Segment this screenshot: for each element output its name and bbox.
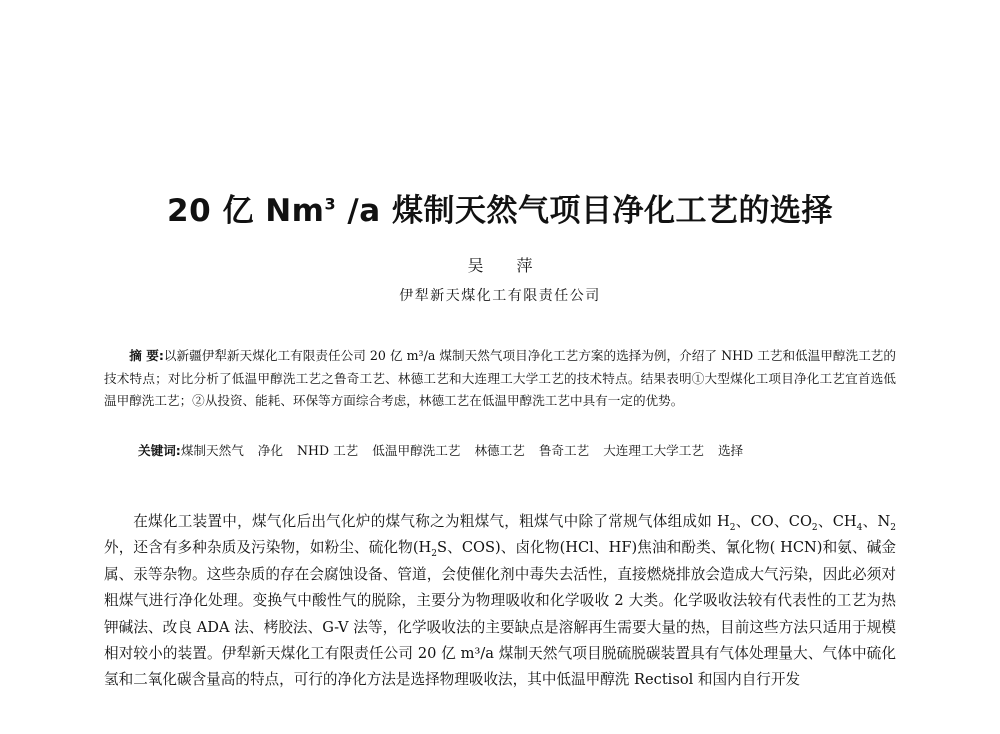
title-superscript: 3: [324, 194, 337, 214]
paper-title: [60, 189, 940, 233]
keyword: 煤制天然气: [180, 443, 244, 458]
keywords-label: 关键词:: [138, 443, 181, 458]
body-text-segment: 、CH: [817, 513, 857, 530]
keyword: NHD 工艺: [296, 443, 359, 458]
title-rest: /a 煤制天然气项目净化工艺的选择: [336, 192, 833, 229]
keyword: 林德工艺: [474, 443, 525, 458]
subscript: 2: [431, 549, 437, 560]
keyword: 净化: [257, 443, 283, 458]
abstract-label: 摘 要:: [129, 348, 164, 363]
keyword: 大连理工大学工艺: [603, 443, 704, 458]
abstract-text: 以新疆伊犁新天煤化工有限责任公司 20 亿 m³/a 煤制天然气项目净化工艺方案的选择为例，介绍了 NHD 工艺和低温甲醇洗工艺的技术特点；对比分析了低温甲醇洗工艺之鲁奇工艺、林德工艺和大连理工大学工艺的技术特点。结果表明①大型煤化工项目净化工艺宜首选低温甲醇洗工艺；②从投资、能耗、环保等方面综合考虑，林德工艺在低温甲醇洗工艺中具有一定的优势。: [104, 348, 897, 408]
author-affiliation: 伊犁新天煤化工有限责任公司: [399, 288, 601, 304]
body-text-segment: 、N: [862, 513, 891, 530]
body-text-segment: 、CO、CO: [735, 513, 812, 530]
subscript: 2: [811, 522, 818, 533]
abstract: [104, 345, 896, 413]
keywords: [138, 440, 898, 462]
subscript: 4: [856, 522, 863, 533]
body-text-segment: 在煤化工装置中，煤气化后出气化炉的煤气称之为粗煤气，粗煤气中除了常规气体组成如 H: [133, 513, 730, 530]
title-main: 20 亿 Nm: [167, 192, 325, 229]
body-paragraph: [104, 509, 896, 694]
keyword: 低温甲醇洗工艺: [372, 443, 461, 458]
subscript: 2: [890, 522, 896, 533]
keyword: 选择: [717, 443, 744, 458]
author-name: 吴 萍: [467, 256, 547, 275]
keyword: 鲁奇工艺: [538, 443, 590, 458]
subscript: 2: [729, 522, 736, 533]
body-text-segment: S、COS)、卤化物(HCl、HF)焦油和酚类、氰化物( HCN)和氨、碱金属、汞等杂物。这些杂质的存在会腐蚀设备、管道，会使催化剂中毒失去活性，直接燃烧排放会造成大气污染，因此必须对粗煤气进行净化处理。变换气中酸性气的脱除，主要分为物理吸收和化学吸收 2 大类。化学吸收法较有代表性的工艺为热钾碱法、改良 ADA 法、栲胶法、G-V 法等，化学吸收法的主要缺点是溶解再生需要大量的热，目前这些方法只适用于规模相对较小的装置。伊犁新天煤化工有限责任公司 20 亿 m³/a 煤制天然气项目脱硫脱碳装置具有气体处理量大、气体中硫化氢和二氧化碳含量高的特点，可行的净化方法是选择物理吸收法，其中低温甲醇洗 Rectisol 和国内自行开发: [104, 539, 896, 689]
body-text-segment: 外，还含有多种杂质及污染物，如粉尘、硫化物(H: [104, 539, 432, 557]
